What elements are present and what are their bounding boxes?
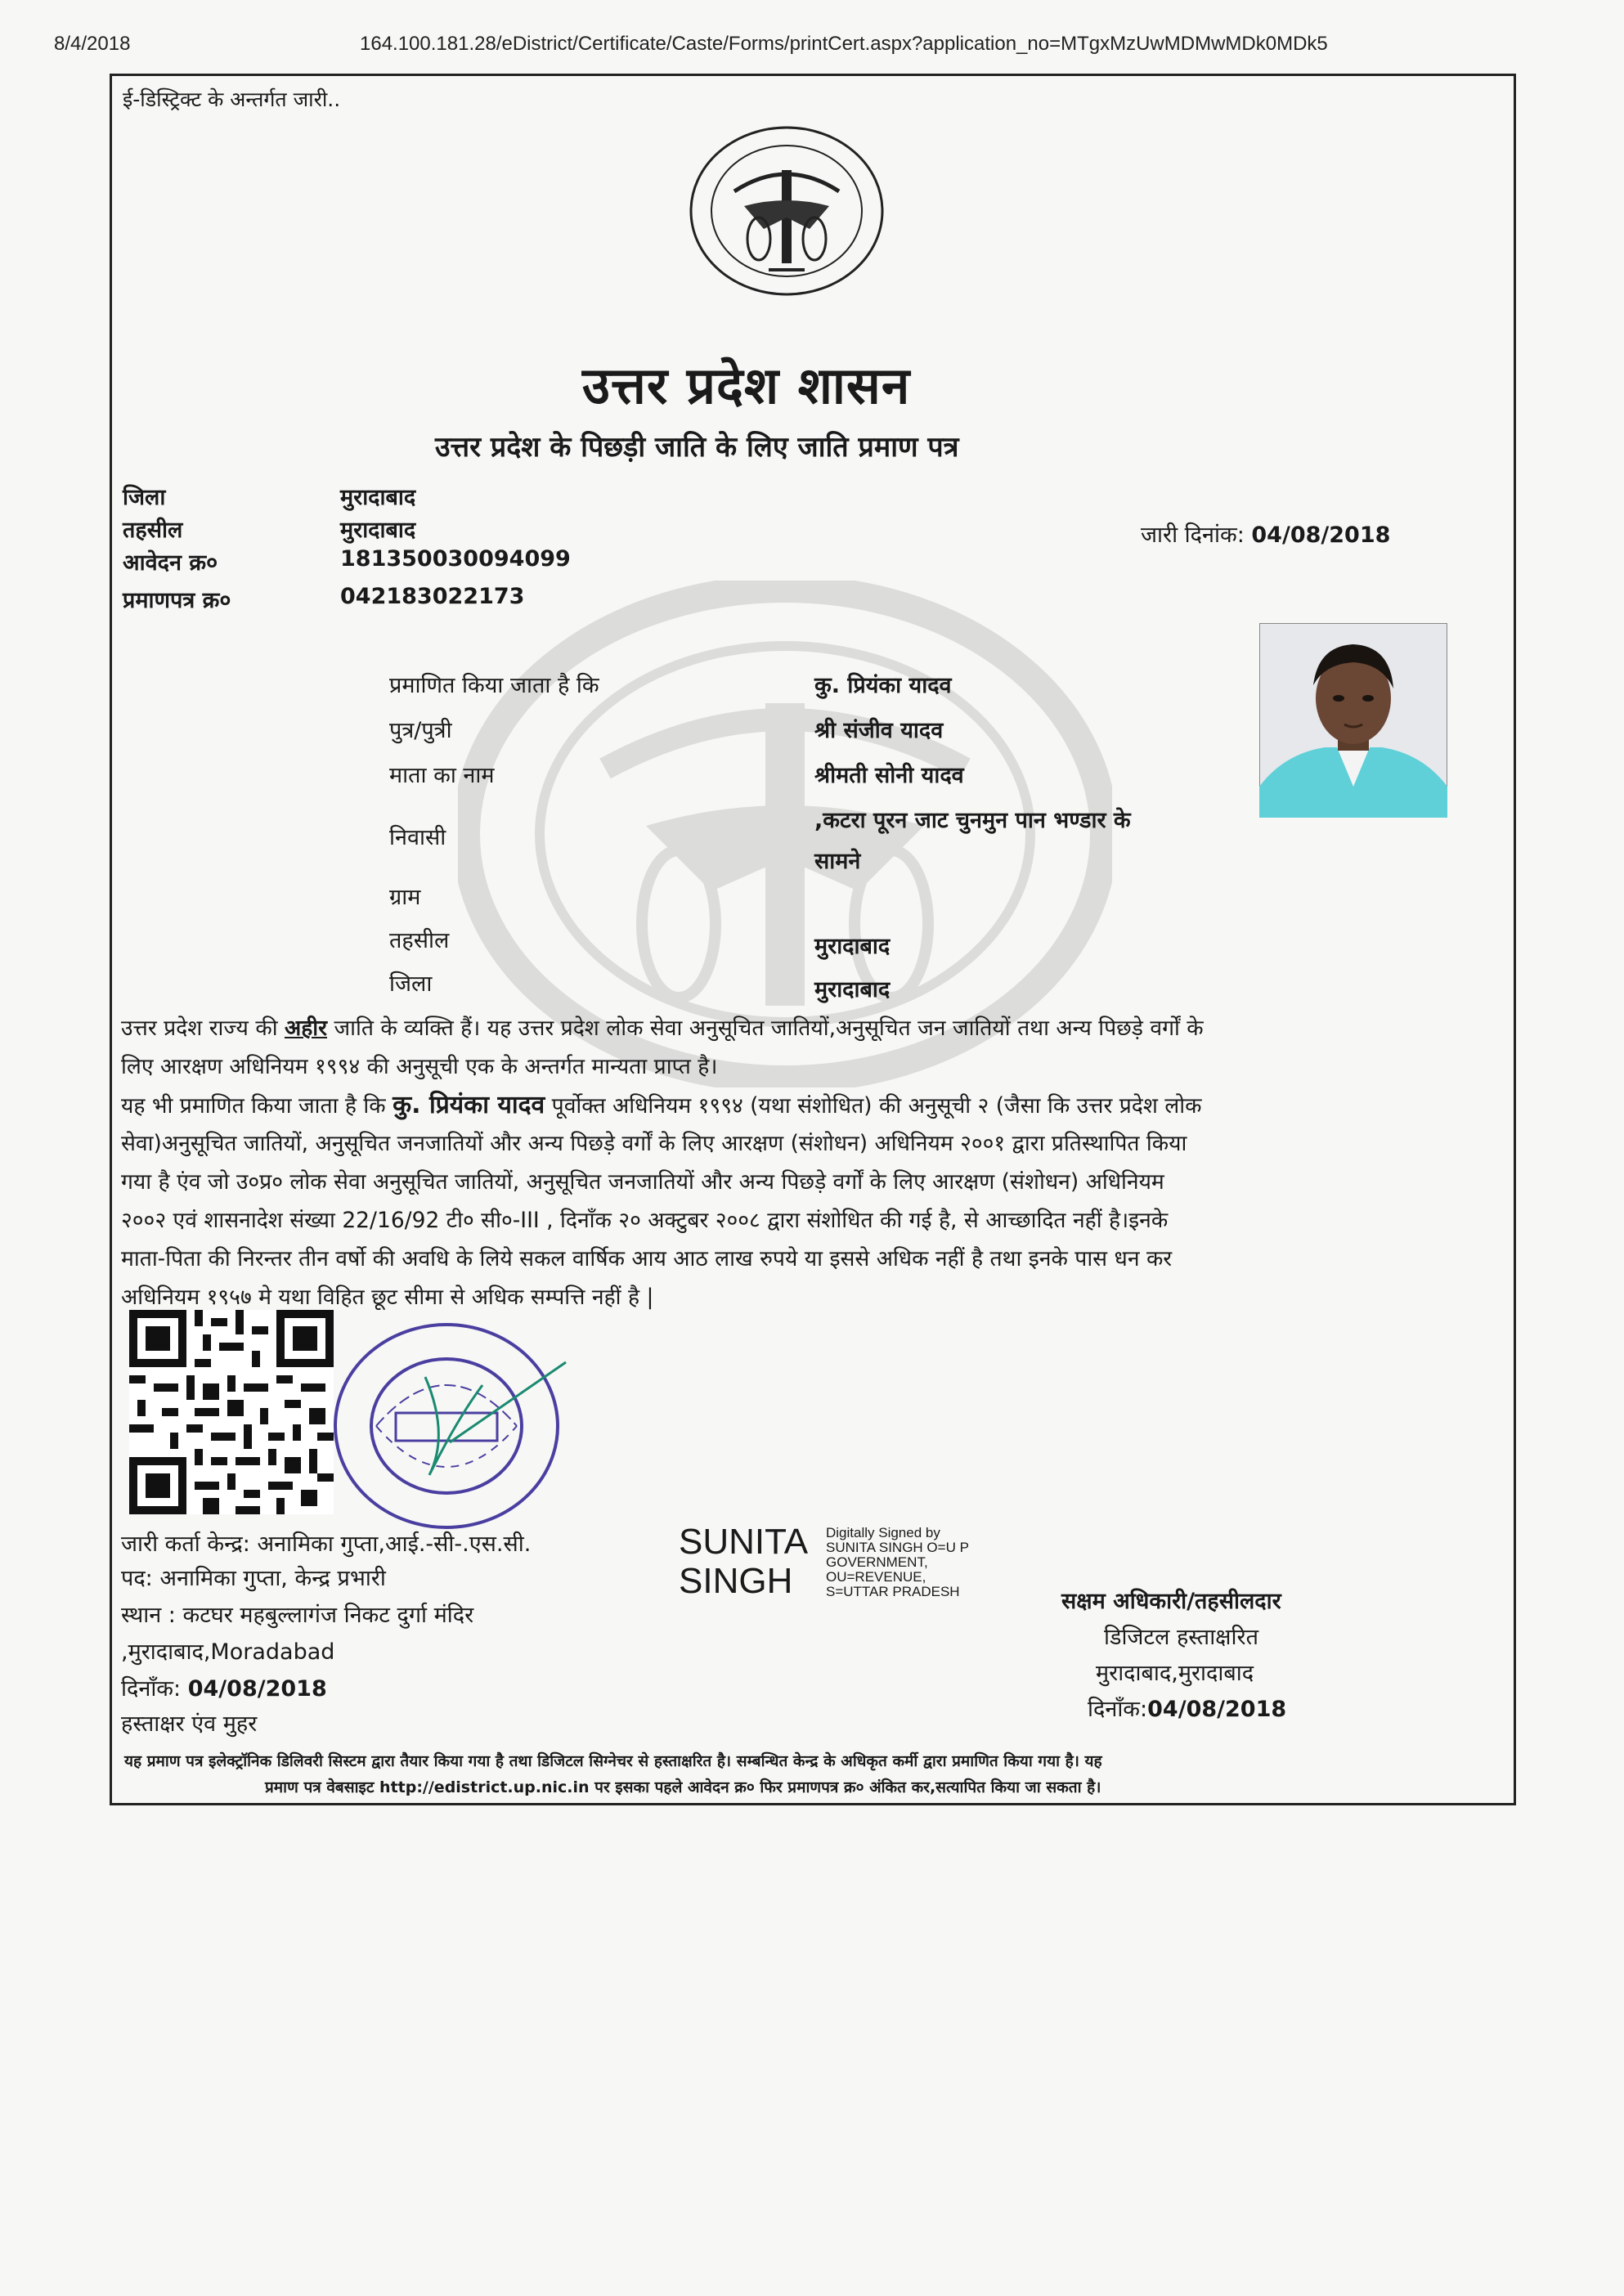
detail-value-address-line2: सामने (814, 849, 861, 874)
issuer-date-label: दिनाँक: (121, 1676, 188, 1702)
issuer-date-value: 04/08/2018 (187, 1676, 327, 1702)
up-government-emblem-icon (687, 124, 886, 298)
certificate-title: उत्तर प्रदेश शासन (582, 356, 911, 415)
paragraph-declaration-line4: २००२ एवं शासनादेश संख्या 22/16/92 टी० सी०-III , दिनाँक २० अक्टुबर २००८ द्वारा संशोधित की गई है, से आच्छादित नहीं है।इनके (121, 1208, 1169, 1233)
detail-label-tehsil: तहसील (389, 928, 450, 953)
meta-label-certificate-no: प्रमाणपत्र क्र० (123, 588, 231, 613)
issuer-center: जारी कर्ता केन्द्र: अनामिका गुप्ता,आई.-सी-.एस.सी. (121, 1531, 532, 1557)
detail-value-mother: श्रीमती सोनी यादव (814, 763, 964, 788)
issue-date-value: 04/08/2018 (1251, 522, 1391, 548)
caste-name: अहीर (284, 1016, 328, 1041)
footer-note-line1: यह प्रमाण पत्र इलेक्ट्रॉनिक डिलिवरी सिस्टम द्वारा तैयार किया गया है तथा डिजिटल सिग्नेचर से हस्ताक्षरित है। सम्बन्धित केन्द्र के अधिकृत कर्मी द्वारा प्रमाणित किया गया है। यह (124, 1752, 1102, 1770)
authority-date-value: 04/08/2018 (1147, 1697, 1287, 1722)
qr-code-icon (129, 1310, 334, 1514)
meta-value-certificate-no: 042183022173 (340, 584, 525, 609)
detail-value-name: कु. प्रियंका यादव (814, 673, 952, 698)
signer-name-line2: SINGH (679, 1561, 793, 1601)
authority-digital: डिजिटल हस्ताक्षरित (1104, 1625, 1258, 1650)
detail-label-child-of: पुत्र/पुत्री (389, 718, 452, 743)
meta-value-tehsil: मुरादाबाद (340, 518, 416, 543)
meta-label-tehsil: तहसील (123, 518, 183, 543)
authority-date (1088, 1693, 1286, 1723)
meta-value-application-no: 181350030094099 (340, 546, 571, 572)
authority-date-label: दिनाँक: (1088, 1697, 1148, 1722)
print-url: 164.100.181.28/eDistrict/Certificate/Caste/Forms/printCert.aspx?application_no=MTgxMzUwMDMwMDk0MDk5 (360, 33, 1328, 55)
print-date: 8/4/2018 (54, 33, 131, 55)
declaration-name: कु. प्रियंका यादव (393, 1091, 545, 1119)
footer-note-line2: प्रमाण पत्र वेबसाइट http://edistrict.up.nic.in पर इसका पहले आवेदन क्र० फिर प्रमाणपत्र क्र० अंकित कर,सत्यापित किया जा सकता है। (265, 1778, 1101, 1796)
applicant-photo (1259, 623, 1447, 818)
meta-value-district: मुरादाबाद (340, 485, 416, 510)
paragraph-declaration-line6: अधिनियम १९५७ मे यथा विहित छूट सीमा से अधिक सम्पत्ति नहीं है | (121, 1285, 654, 1310)
detail-value-address-line1: ,कटरा पूरन जाट चुनमुन पान भण्डार के (814, 808, 1131, 833)
detail-label-district: जिला (389, 971, 433, 997)
detail-value-district: मुरादाबाद (814, 977, 891, 1002)
detail-label-resident: निवासी (389, 825, 446, 850)
paragraph-caste-line1: उत्तर प्रदेश राज्य की अहीर जाति के व्यक्ति हैं। यह उत्तर प्रदेश लोक सेवा अनुसूचित जातियों,अनुसूचित जन जातियों तथा अन्य पिछड़े वर्गों के (121, 1016, 1204, 1041)
detail-label-certified: प्रमाणित किया जाता है कि (389, 673, 599, 698)
issuer-date (121, 1672, 327, 1702)
paragraph-declaration-line5: माता-पिता की निरन्तर तीन वर्षो की अवधि के लिये सकल वार्षिक आय आठ लाख रुपये या इससे अधिक नहीं है तथा इनके पास धन कर (121, 1246, 1173, 1271)
digital-signature-info: Digitally Signed by SUNITA SINGH O=U P GOVERNMENT, OU=REVENUE, S=UTTAR PRADESH (826, 1525, 969, 1599)
detail-label-mother: माता का नाम (389, 763, 495, 788)
authority-place: मुरादाबाद,मुरादाबाद (1096, 1661, 1254, 1686)
detail-value-father: श्री संजीव यादव (814, 718, 944, 743)
issuer-place-line1: स्थान : कटघर महबुल्लागंज निकट दुर्गा मंदिर (121, 1603, 474, 1628)
digital-signature (679, 1522, 808, 1601)
issue-date (1141, 518, 1390, 549)
paragraph-declaration-line3: गया है एंव जो उ०प्र० लोक सेवा अनुसूचित जातियों, अनुसूचित जनजातियों और अन्य पिछड़े वर्गों के लिए आरक्षण (संशोधन) अधिनियम (121, 1169, 1164, 1195)
meta-label-application-no: आवेदन क्र० (123, 550, 218, 576)
paragraph-declaration-line2: सेवा)अनुसूचित जातियों, अनुसूचित जनजातियों और अन्य पिछड़े वर्गों के लिए आरक्षण (संशोधन) अधिनियम २००१ द्वारा प्रतिस्थापित किया (121, 1131, 1187, 1156)
signer-name-line1: SUNITA (679, 1522, 809, 1562)
paragraph-declaration-line1: यह भी प्रमाणित किया जाता है कि कु. प्रियंका यादव पूर्वोक्त अधिनियम १९९४ (यथा संशोधित) की अनुसूची २ (जैसा कि उत्तर प्रदेश लोक (121, 1091, 1202, 1119)
authority-title: सक्षम अधिकारी/तहसीलदार (1061, 1589, 1281, 1614)
detail-label-village: ग्राम (389, 885, 421, 910)
detail-value-tehsil: मुरादाबाद (814, 934, 891, 959)
issuer-sign-label: हस्ताक्षर एंव मुहर (121, 1711, 258, 1737)
round-seal-stamp-icon (327, 1312, 576, 1537)
meta-label-district: जिला (123, 485, 166, 510)
issued-under-label: ई-डिस्ट्रिक्ट के अन्तर्गत जारी.. (123, 87, 341, 111)
issuer-place-line2: ,मुरादाबाद,Moradabad (121, 1639, 335, 1665)
paragraph-caste-line2: लिए आरक्षण अधिनियम १९९४ की अनुसूची एक के अन्तर्गत मान्यता प्राप्त है। (121, 1054, 718, 1079)
certificate-subtitle: उत्तर प्रदेश के पिछड़ी जाति के लिए जाति प्रमाण पत्र (435, 431, 959, 464)
issue-date-label: जारी दिनांक: (1141, 522, 1245, 548)
issuer-post: पद: अनामिका गुप्ता, केन्द्र प्रभारी (121, 1566, 386, 1591)
